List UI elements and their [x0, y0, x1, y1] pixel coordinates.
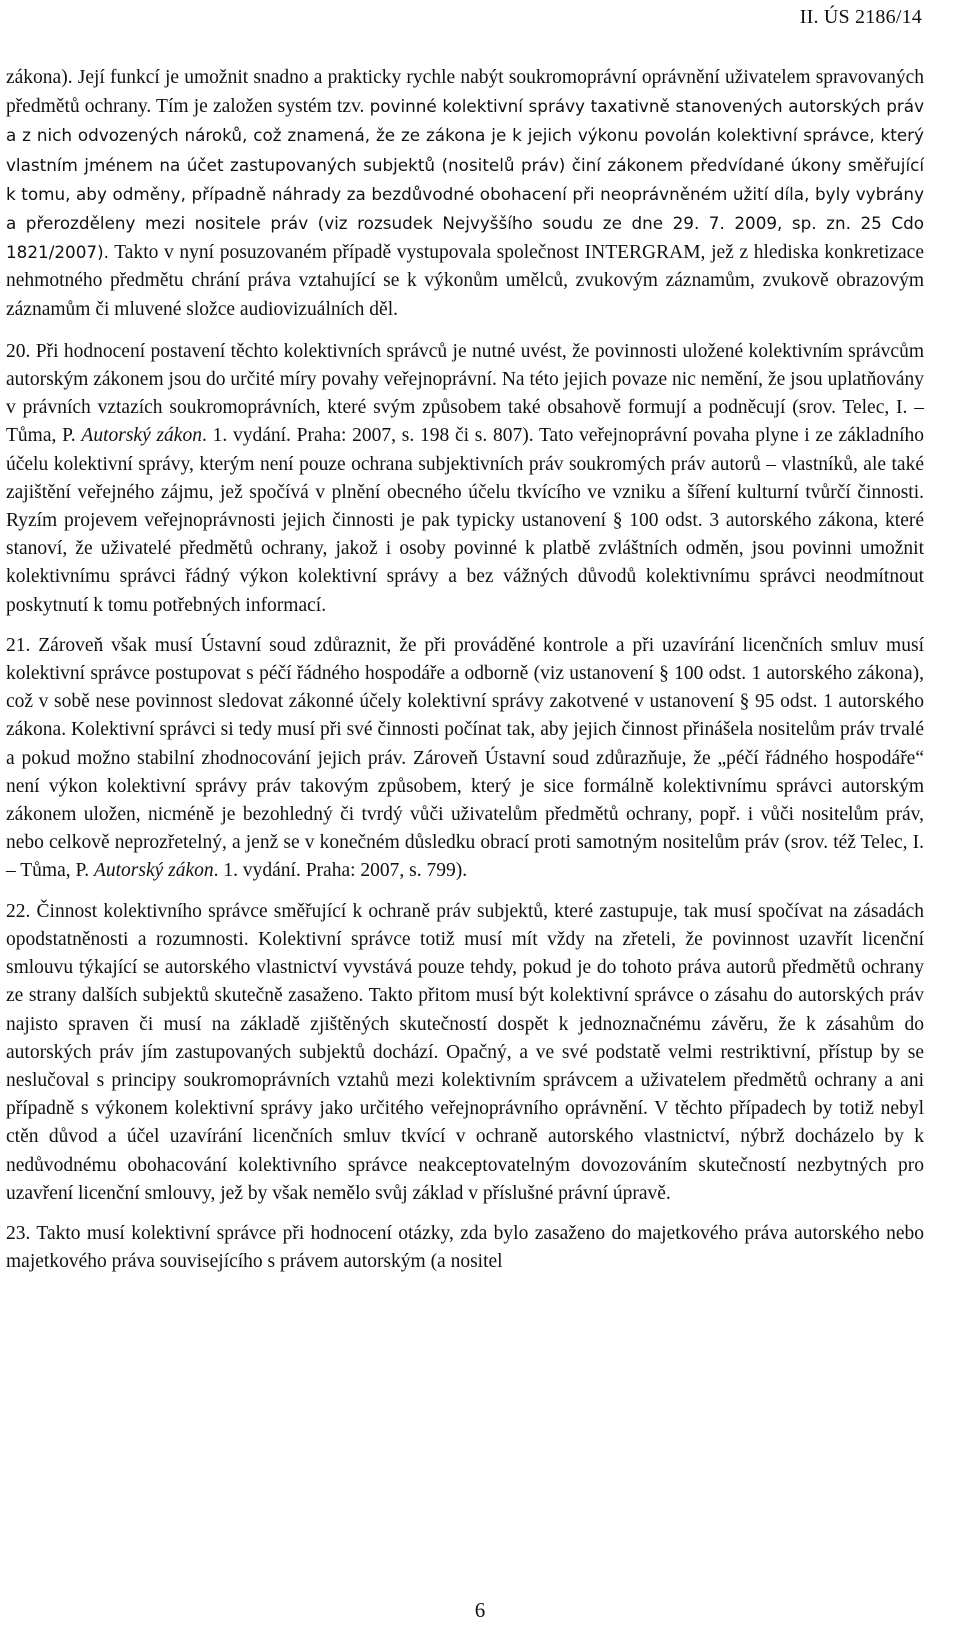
document-body — [6, 64, 924, 1288]
text-run: 20. Při hodnocení postavení těchto kolektivních správců je nutné uvést, že povinnosti uložené kolektivním správcům autorským zákonem jsou do určité míry povahy veřejnoprávní. Na této jejich povaze nic nemění, že jsou uplatňovány v právních vztazích soukromoprávních, které svým způsobem také obsahově formují a podněcují (srov. Telec, I. – Tůma, P. — [6, 340, 924, 447]
page-number: 6 — [474, 1598, 486, 1622]
paragraph-23 — [6, 1220, 924, 1276]
paragraph-21 — [6, 632, 924, 886]
text-run: Takto v nyní posuzovaném případě vystupovala společnost INTERGRAM, jež z hlediska konkretizace nehmotného předmětu chrání práva vztahující se k výkonům umělců, zvukovým záznamům, zvukově obrazovým záznamům či mluvené složce audiovizuálních děl. — [6, 242, 924, 320]
case-reference: II. ÚS 2186/14 — [799, 6, 922, 28]
paragraph-20 — [6, 338, 924, 620]
paragraph-continuation — [6, 64, 924, 324]
text-run: 22. Činnost kolektivního správce směřující k ochraně práv subjektů, které zastupuje, tak musí spočívat na zásadách opodstatněnosti a rozumnosti. Kolektivní správce totiž musí mít vždy na zřeteli, že povinnost uzavřít licenční smlouvu týkající se autorského vlastnictví vyvstává pouze tehdy, pokud je do tohoto práva autorů předmětů ochrany ze strany dalších subjektů skutečně zasaženo. Takto přitom musí být kolektivní správce o zásahu do autorských práv najisto spraven či musí na základě zjištěných skutečností dospět k jednoznačnému závěru, že k zásahům do autorských práv jím zastupovaných subjektů dochází. Opačný, a ve své podstatě velmi restriktivní, přístup by se neslučoval s principy soukromoprávních vztahů mezi kolektivním správcem a uživatelem předmětů ochrany a ani případně s výkonem kolektivní správy jako určitého veřejnoprávního oprávnění. V těchto případech by totiž nebyl ctěn důvod a účel uzavírání licenčních smluv tkvící v ochraně autorského vlastnictví, nýbrž docházelo by k nedůvodnému obohacování kolektivního správce neakceptovatelným dovozováním skutečností nezbytných pro uzavření licenční smlouvy, jež by však nemělo svůj základ v příslušné právní úpravě. — [6, 900, 924, 1204]
italic-title: Autorský zákon — [93, 860, 214, 882]
text-run: zákona). Její funkcí je umožnit snadno a prakticky rychle nabýt soukromoprávní oprávnění uživatelem spravovaných předmětů ochrany. Tím je založen systém tzv. — [6, 67, 924, 118]
text-run: povinné kolektivní správy taxativně stanovených autorských práv a z nich odvozených nároků, což znamená, že ze zákona je k jejich výkonu povolán kolektivní správce, který vlastním jménem na účet zastupovaných subjektů (nositelů práv) činí zákonem předvídané úkony směřující k tomu, aby odměny, případně náhrady za bezdůvodné obohacení při neoprávněném užití díla, byly vybrány a přerozděleny mezi nositele práv (viz rozsudek Nejvyššího soudu ze dne 29. 7. 2009, sp. zn. 25 Cdo 1821/2007). — [6, 96, 924, 263]
text-run: . 1. vydání. Praha: 2007, s. 799). — [213, 860, 468, 882]
text-run: 21. Zároveň však musí Ústavní soud zdůraznit, že při prováděné kontrole a při uzavírání licenčních smluv musí kolektivní správce postupovat s péčí řádného hospodáře a odborně (viz ustanovení § 100 odst. 1 autorského zákona), což v sobě nese povinnost sledovat zákonné účely kolektivní správy zakotvené v ustanovení § 95 odst. 1 autorského zákona. Kolektivní správci si tedy musí při své činnosti počínat tak, aby jejich činnost přinášela nositelům práv trvalé a pokud možno stabilní zhodnocování jejich práv. Zároveň Ústavní soud zdůrazňuje, že „péčí řádného hospodáře“ není výkon kolektivní správy práv takovým způsobem, který je sice formálně kolektivnímu správci autorským zákonem uložen, nicméně je bezohledný či tvrdý vůči uživatelům předmětů ochrany, popř. i vůči nositelům práv, nebo celkově neprozřetelný, a jenž se v konečném důsledku obrací proti samotným nositelům práv (srov. též Telec, I. – Tůma, P. — [6, 634, 924, 882]
italic-title: Autorský zákon — [81, 425, 202, 447]
paragraph-22 — [6, 898, 924, 1208]
text-run: 23. Takto musí kolektivní správce při hodnocení otázky, zda bylo zasaženo do majetkového práva autorského nebo majetkového práva souvisejícího s právem autorským (a nositel — [6, 1222, 924, 1273]
text-run: . 1. vydání. Praha: 2007, s. 198 či s. 807). Tato veřejnoprávní povaha plyne i ze základního účelu kolektivní správy, kterým není pouze ochrana subjektivních práv soukromých práv autorů – vlastníků, ale také zajištění veřejného zájmu, jež spočívá v plnění obecného účelu tkvícího ve vzniku a šíření kulturní tvůrčí činnosti. Ryzím projevem veřejnoprávnosti jejich činnosti je pak typicky ustanovení § 100 odst. 3 autorského zákona, které stanoví, že uživatelé předmětů ochrany, jakož i osoby povinné k platbě zvláštních odměn, jsou povinni umožnit kolektivnímu správci řádný výkon kolektivní správy a bez vážných důvodů kolektivnímu správci neodmítnout poskytnutí k tomu potřebných informací. — [6, 425, 925, 616]
